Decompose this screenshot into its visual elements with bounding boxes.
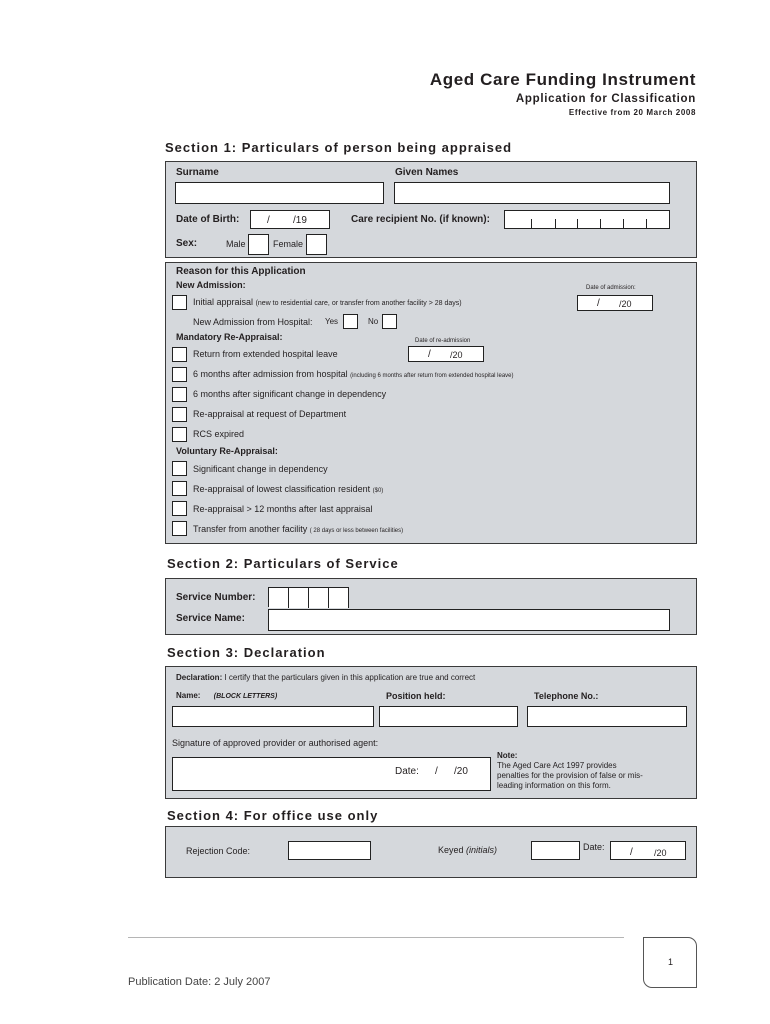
footer-divider xyxy=(128,937,624,938)
declaration-date-slash: / xyxy=(435,766,438,777)
new-admission-hospital-label: New Admission from Hospital: xyxy=(193,317,313,327)
publication-date: Publication Date: 2 July 2007 xyxy=(128,976,271,988)
six-months-change-label: 6 months after significant change in dependency xyxy=(193,389,387,399)
declaration-text: Declaration: I certify that the particulars given in this application are true and correct xyxy=(176,673,476,682)
six-months-hospital-label: 6 months after admission from hospital (including 6 months after return from extended hospital leave) xyxy=(193,369,514,379)
male-checkbox[interactable] xyxy=(248,234,269,255)
declaration-date-suffix: /20 xyxy=(454,766,468,777)
section-3-panel xyxy=(165,666,697,799)
position-held-field[interactable] xyxy=(379,706,518,727)
effective-date: Effective from 20 March 2008 xyxy=(568,108,696,117)
surname-label: Surname xyxy=(176,167,219,178)
office-date-field[interactable] xyxy=(610,841,686,860)
rejection-code-label: Rejection Code: xyxy=(186,846,251,856)
form-subtitle: Application for Classification xyxy=(515,93,696,105)
name-field[interactable] xyxy=(172,706,374,727)
service-number-label: Service Number: xyxy=(176,592,256,603)
transfer-label: Transfer from another facility ( 28 days or less between facilities) xyxy=(193,524,404,534)
signature-field[interactable] xyxy=(172,757,491,791)
male-label: Male xyxy=(226,239,246,249)
telephone-field[interactable] xyxy=(527,706,687,727)
page-number-box xyxy=(643,937,697,988)
keyed-label: Keyed (initials) xyxy=(438,845,498,855)
section-1-panel xyxy=(165,161,697,258)
section-4-title: Section 4: For office use only xyxy=(167,808,379,823)
hospital-no-checkbox[interactable] xyxy=(382,314,397,329)
position-held-label: Position held: xyxy=(386,691,446,701)
service-number-field[interactable] xyxy=(268,587,349,607)
reason-title: Reason for this Application xyxy=(176,266,306,277)
readmission-date-suffix: /20 xyxy=(450,350,463,360)
admission-date-suffix: /20 xyxy=(619,299,632,309)
office-date-slash: / xyxy=(630,847,633,858)
lowest-classification-checkbox[interactable] xyxy=(172,481,187,496)
note-line-3: leading information on this form. xyxy=(497,781,611,790)
rcs-expired-label: RCS expired xyxy=(193,429,245,439)
female-checkbox[interactable] xyxy=(306,234,327,255)
reappraisal-department-checkbox[interactable] xyxy=(172,407,187,422)
note-line-1: The Aged Care Act 1997 provides xyxy=(497,761,617,770)
section-1-title: Section 1: Particulars of person being appraised xyxy=(165,140,513,155)
office-date-suffix: /20 xyxy=(654,848,667,858)
reappraisal-department-label: Re-appraisal at request of Department xyxy=(193,409,347,419)
lowest-classification-label: Re-appraisal of lowest classification resident ($0) xyxy=(193,484,384,494)
form-title: Aged Care Funding Instrument xyxy=(429,70,696,89)
initial-appraisal-checkbox[interactable] xyxy=(172,295,187,310)
twelve-months-checkbox[interactable] xyxy=(172,501,187,516)
female-label: Female xyxy=(273,239,304,249)
return-hospital-checkbox[interactable] xyxy=(172,347,187,362)
six-months-hospital-checkbox[interactable] xyxy=(172,367,187,382)
section-3-title: Section 3: Declaration xyxy=(167,645,326,660)
telephone-label: Telephone No.: xyxy=(534,691,599,701)
dob-suffix: /19 xyxy=(293,215,307,226)
twelve-months-label: Re-appraisal > 12 months after last appraisal xyxy=(193,504,373,514)
section-4-panel xyxy=(165,826,697,878)
dob-label: Date of Birth: xyxy=(176,214,240,225)
note-title: Note: xyxy=(497,751,518,760)
declaration-date-label: Date: xyxy=(395,766,419,777)
section-2-panel xyxy=(165,578,697,635)
rejection-code-field[interactable] xyxy=(288,841,371,860)
initial-appraisal-label: Initial appraisal (new to residential care, or transfer from another facility > 28 days) xyxy=(193,297,462,307)
mandatory-reappraisal-label: Mandatory Re-Appraisal: xyxy=(176,332,283,342)
office-date-label: Date: xyxy=(583,842,605,852)
dob-slash: / xyxy=(267,215,270,226)
given-names-field[interactable] xyxy=(394,182,670,204)
no-label: No xyxy=(368,317,379,326)
sex-label: Sex: xyxy=(176,238,198,249)
readmission-date-slash: / xyxy=(428,349,431,360)
readmission-date-field[interactable] xyxy=(408,346,484,362)
care-recipient-field[interactable] xyxy=(504,210,670,229)
note-line-2: penalties for the provision of false or mis- xyxy=(497,771,643,780)
rcs-expired-checkbox[interactable] xyxy=(172,427,187,442)
section-2-title: Section 2: Particulars of Service xyxy=(167,556,399,571)
return-hospital-label: Return from extended hospital leave xyxy=(193,349,338,359)
page-number: 1 xyxy=(668,957,674,967)
name-label: Name: (BLOCK LETTERS) xyxy=(176,691,278,700)
dob-field[interactable] xyxy=(250,210,330,229)
service-name-field[interactable] xyxy=(268,609,670,631)
voluntary-reappraisal-label: Voluntary Re-Appraisal: xyxy=(176,446,278,456)
keyed-initials-field[interactable] xyxy=(531,841,580,860)
significant-change-label: Significant change in dependency xyxy=(193,464,328,474)
surname-field[interactable] xyxy=(175,182,384,204)
reason-panel xyxy=(165,262,697,544)
transfer-checkbox[interactable] xyxy=(172,521,187,536)
new-admission-label: New Admission: xyxy=(176,280,246,290)
date-of-readmission-label: Date of re-admission xyxy=(415,338,471,344)
six-months-change-checkbox[interactable] xyxy=(172,387,187,402)
significant-change-checkbox[interactable] xyxy=(172,461,187,476)
care-recipient-label: Care recipient No. (if known): xyxy=(351,214,490,225)
date-of-admission-label: Date of admission: xyxy=(586,285,636,291)
service-name-label: Service Name: xyxy=(176,613,245,624)
signature-label: Signature of approved provider or authorised agent: xyxy=(172,738,379,748)
hospital-yes-checkbox[interactable] xyxy=(343,314,358,329)
admission-date-field[interactable] xyxy=(577,295,653,311)
admission-date-slash: / xyxy=(597,298,600,309)
given-names-label: Given Names xyxy=(395,167,459,178)
yes-label: Yes xyxy=(325,317,339,326)
